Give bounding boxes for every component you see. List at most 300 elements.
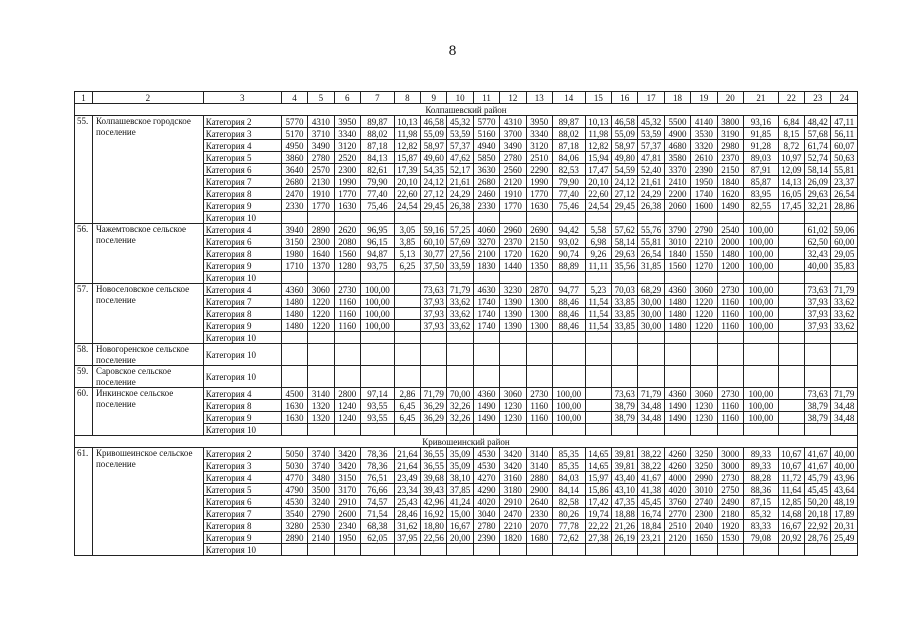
value-cell <box>308 544 334 556</box>
page-number: 8 <box>448 44 457 59</box>
value-cell: 28,76 <box>805 532 831 544</box>
value-cell: 3170 <box>334 484 360 496</box>
value-cell: 3160 <box>500 472 526 484</box>
value-cell: 2740 <box>691 496 717 508</box>
value-cell: 88,89 <box>552 260 585 272</box>
value-cell <box>552 344 585 366</box>
value-cell: 71,79 <box>831 388 858 400</box>
value-cell <box>612 212 638 224</box>
value-cell: 18,88 <box>612 508 638 520</box>
category-cell: Категория 7 <box>203 296 281 308</box>
value-cell: 47,35 <box>612 496 638 508</box>
value-cell: 10,67 <box>778 460 804 472</box>
value-cell: 3180 <box>500 484 526 496</box>
value-cell: 11,11 <box>585 260 611 272</box>
value-cell: 1840 <box>664 248 690 260</box>
value-cell: 4020 <box>664 484 690 496</box>
value-cell: 2530 <box>308 520 334 532</box>
value-cell: 2610 <box>691 152 717 164</box>
value-cell: 61,74 <box>805 140 831 152</box>
value-cell: 73,63 <box>805 284 831 296</box>
value-cell: 80,26 <box>552 508 585 520</box>
category-cell: Категория 9 <box>203 320 281 332</box>
value-cell: 2150 <box>526 236 552 248</box>
value-cell: 1680 <box>526 532 552 544</box>
value-cell: 1740 <box>473 320 499 332</box>
value-cell: 1840 <box>717 176 743 188</box>
value-cell: 3580 <box>664 152 690 164</box>
value-cell: 2570 <box>308 164 334 176</box>
value-cell: 34,48 <box>638 400 664 412</box>
value-cell <box>717 212 743 224</box>
value-cell: 85,87 <box>743 176 778 188</box>
value-cell <box>281 344 307 366</box>
value-cell: 1720 <box>500 248 526 260</box>
value-cell: 2330 <box>281 200 307 212</box>
column-number: 21 <box>743 92 778 104</box>
value-cell: 60,10 <box>421 236 447 248</box>
value-cell <box>691 424 717 436</box>
value-cell <box>778 320 804 332</box>
value-cell: 2730 <box>717 388 743 400</box>
value-cell: 2900 <box>526 484 552 496</box>
value-cell: 12,85 <box>778 496 804 508</box>
value-cell: 4940 <box>473 140 499 152</box>
settlement-name: Новоселовское сельское поселение <box>92 284 203 344</box>
value-cell: 58,97 <box>612 140 638 152</box>
value-cell: 62,05 <box>360 532 394 544</box>
value-cell: 76,51 <box>360 472 394 484</box>
value-cell: 1230 <box>691 412 717 424</box>
value-cell: 29,05 <box>831 248 858 260</box>
value-cell: 2560 <box>500 164 526 176</box>
value-cell: 16,92 <box>421 508 447 520</box>
value-cell: 89,33 <box>743 460 778 472</box>
value-cell: 30,00 <box>638 320 664 332</box>
value-cell <box>585 544 611 556</box>
value-cell: 83,33 <box>743 520 778 532</box>
value-cell <box>778 248 804 260</box>
value-cell: 3250 <box>691 460 717 472</box>
value-cell: 77,40 <box>552 188 585 200</box>
value-cell: 45,32 <box>638 116 664 128</box>
value-cell: 5500 <box>664 116 690 128</box>
category-cell: Категория 6 <box>203 236 281 248</box>
category-cell: Категория 10 <box>203 424 281 436</box>
value-cell: 2300 <box>691 508 717 520</box>
value-cell: 3950 <box>526 116 552 128</box>
value-cell <box>394 424 420 436</box>
value-cell: 2910 <box>500 496 526 508</box>
value-cell: 1980 <box>281 248 307 260</box>
value-cell: 26,54 <box>638 248 664 260</box>
value-cell: 32,21 <box>805 200 831 212</box>
value-cell <box>664 272 690 284</box>
value-cell: 1620 <box>526 248 552 260</box>
value-cell: 3480 <box>308 472 334 484</box>
value-cell <box>281 212 307 224</box>
value-cell: 5,23 <box>585 284 611 296</box>
column-number: 15 <box>585 92 611 104</box>
value-cell <box>360 332 394 344</box>
value-cell: 6,84 <box>778 116 804 128</box>
value-cell: 43,10 <box>612 484 638 496</box>
category-cell: Категория 9 <box>203 532 281 544</box>
value-cell: 37,93 <box>421 320 447 332</box>
value-cell <box>638 212 664 224</box>
value-cell: 74,57 <box>360 496 394 508</box>
value-cell: 1480 <box>281 296 307 308</box>
value-cell: 29,63 <box>612 248 638 260</box>
table-row <box>75 224 858 236</box>
category-cell: Категория 8 <box>203 308 281 320</box>
value-cell <box>691 332 717 344</box>
value-cell: 50,63 <box>831 152 858 164</box>
value-cell: 33,62 <box>831 320 858 332</box>
value-cell: 40,00 <box>805 260 831 272</box>
value-cell: 24,54 <box>394 200 420 212</box>
value-cell: 29,63 <box>805 188 831 200</box>
column-number: 9 <box>421 92 447 104</box>
value-cell: 4770 <box>281 472 307 484</box>
value-cell: 2390 <box>691 164 717 176</box>
value-cell: 2870 <box>526 284 552 296</box>
value-cell: 38,10 <box>447 472 473 484</box>
value-cell: 23,49 <box>394 472 420 484</box>
value-cell: 2460 <box>473 188 499 200</box>
value-cell: 21,61 <box>638 176 664 188</box>
value-cell: 1320 <box>308 400 334 412</box>
column-number: 24 <box>831 92 858 104</box>
value-cell <box>552 366 585 388</box>
value-cell <box>360 344 394 366</box>
value-cell <box>831 424 858 436</box>
value-cell: 100,00 <box>743 320 778 332</box>
value-cell: 1740 <box>473 296 499 308</box>
category-cell: Категория 8 <box>203 520 281 532</box>
value-cell: 91,28 <box>743 140 778 152</box>
value-cell <box>743 332 778 344</box>
value-cell: 39,81 <box>612 448 638 460</box>
value-cell: 60,00 <box>831 236 858 248</box>
category-cell: Категория 8 <box>203 188 281 200</box>
value-cell <box>717 544 743 556</box>
value-cell: 58,97 <box>421 140 447 152</box>
value-cell: 1560 <box>664 260 690 272</box>
table-row <box>75 284 858 296</box>
value-cell: 38,22 <box>638 448 664 460</box>
value-cell: 3490 <box>308 140 334 152</box>
value-cell: 32,26 <box>447 400 473 412</box>
value-cell: 83,95 <box>743 188 778 200</box>
value-cell: 1740 <box>473 308 499 320</box>
value-cell: 4900 <box>664 128 690 140</box>
column-number: 22 <box>778 92 804 104</box>
value-cell: 88,02 <box>552 128 585 140</box>
value-cell: 41,38 <box>638 484 664 496</box>
value-cell <box>717 366 743 388</box>
value-cell: 33,62 <box>447 320 473 332</box>
value-cell: 15,00 <box>447 508 473 520</box>
value-cell: 3060 <box>691 388 717 400</box>
category-cell: Категория 3 <box>203 460 281 472</box>
value-cell: 100,00 <box>552 388 585 400</box>
value-cell: 2600 <box>334 508 360 520</box>
value-cell: 12,82 <box>394 140 420 152</box>
value-cell: 20,92 <box>778 532 804 544</box>
value-cell <box>805 272 831 284</box>
value-cell: 38,79 <box>612 400 638 412</box>
value-cell <box>691 366 717 388</box>
value-cell: 89,87 <box>360 116 394 128</box>
column-number: 5 <box>308 92 334 104</box>
category-cell: Категория 10 <box>203 272 281 284</box>
value-cell: 70,03 <box>612 284 638 296</box>
value-cell: 21,64 <box>394 460 420 472</box>
value-cell: 56,11 <box>831 128 858 140</box>
value-cell: 43,40 <box>612 472 638 484</box>
value-cell: 2620 <box>334 224 360 236</box>
value-cell: 88,46 <box>552 296 585 308</box>
value-cell <box>421 212 447 224</box>
value-cell: 1630 <box>334 200 360 212</box>
value-cell: 47,62 <box>447 152 473 164</box>
value-cell: 39,68 <box>421 472 447 484</box>
value-cell: 68,38 <box>360 520 394 532</box>
value-cell: 5030 <box>281 460 307 472</box>
value-cell <box>778 332 804 344</box>
value-cell: 1220 <box>308 296 334 308</box>
value-cell <box>743 212 778 224</box>
value-cell: 87,18 <box>360 140 394 152</box>
value-cell: 77,40 <box>360 188 394 200</box>
value-cell: 96,95 <box>360 224 394 236</box>
value-cell <box>500 544 526 556</box>
value-cell <box>360 544 394 556</box>
value-cell <box>778 344 804 366</box>
value-cell: 3120 <box>526 140 552 152</box>
value-cell <box>585 332 611 344</box>
value-cell: 5160 <box>473 128 499 140</box>
value-cell <box>526 272 552 284</box>
value-cell: 84,13 <box>360 152 394 164</box>
value-cell: 4360 <box>664 284 690 296</box>
value-cell: 5770 <box>473 116 499 128</box>
value-cell: 2200 <box>664 188 690 200</box>
category-cell: Категория 4 <box>203 284 281 296</box>
value-cell: 23,34 <box>394 484 420 496</box>
value-cell: 1240 <box>334 400 360 412</box>
settlement-number: 61. <box>75 448 93 556</box>
value-cell: 21,26 <box>612 520 638 532</box>
value-cell: 1160 <box>717 320 743 332</box>
value-cell <box>612 332 638 344</box>
value-cell <box>394 296 420 308</box>
value-cell: 1480 <box>281 320 307 332</box>
value-cell <box>585 212 611 224</box>
value-cell: 2470 <box>281 188 307 200</box>
value-cell: 1230 <box>691 400 717 412</box>
value-cell: 36,29 <box>421 412 447 424</box>
value-cell: 1480 <box>664 296 690 308</box>
value-cell: 1160 <box>334 308 360 320</box>
value-cell: 1770 <box>500 200 526 212</box>
value-cell: 94,87 <box>360 248 394 260</box>
value-cell: 16,05 <box>778 188 804 200</box>
category-cell: Категория 8 <box>203 400 281 412</box>
value-cell: 20,10 <box>394 176 420 188</box>
value-cell: 1770 <box>308 200 334 212</box>
value-cell: 1560 <box>334 248 360 260</box>
value-cell: 38,22 <box>638 460 664 472</box>
settlement-name: Чажемтовское сельское поселение <box>92 224 203 284</box>
value-cell: 1240 <box>334 412 360 424</box>
value-cell: 8,15 <box>778 128 804 140</box>
value-cell: 70,00 <box>447 388 473 400</box>
value-cell <box>421 344 447 366</box>
value-cell: 14,65 <box>585 460 611 472</box>
value-cell: 3,05 <box>394 224 420 236</box>
value-cell <box>831 212 858 224</box>
value-cell: 34,48 <box>831 400 858 412</box>
value-cell: 2330 <box>526 508 552 520</box>
value-cell <box>447 212 473 224</box>
value-cell: 2510 <box>526 152 552 164</box>
column-number: 23 <box>805 92 831 104</box>
value-cell: 53,59 <box>638 128 664 140</box>
value-cell <box>360 424 394 436</box>
value-cell: 3950 <box>334 116 360 128</box>
value-cell: 2750 <box>717 484 743 496</box>
value-cell: 3150 <box>334 472 360 484</box>
value-cell: 4260 <box>664 448 690 460</box>
value-cell <box>805 212 831 224</box>
value-cell: 41,67 <box>805 460 831 472</box>
value-cell: 10,13 <box>585 116 611 128</box>
tariff-table <box>74 91 858 556</box>
category-cell: Категория 6 <box>203 496 281 508</box>
value-cell: 73,63 <box>805 388 831 400</box>
value-cell: 3140 <box>526 460 552 472</box>
value-cell: 28,86 <box>831 200 858 212</box>
value-cell: 3060 <box>500 388 526 400</box>
value-cell: 2890 <box>308 224 334 236</box>
value-cell: 88,02 <box>360 128 394 140</box>
value-cell: 24,12 <box>612 176 638 188</box>
value-cell: 1390 <box>500 296 526 308</box>
value-cell: 31,85 <box>638 260 664 272</box>
value-cell: 2370 <box>500 236 526 248</box>
value-cell: 4360 <box>664 388 690 400</box>
value-cell: 2340 <box>334 520 360 532</box>
value-cell: 16,67 <box>778 520 804 532</box>
category-cell: Категория 6 <box>203 164 281 176</box>
value-cell: 37,93 <box>805 296 831 308</box>
value-cell: 1160 <box>526 400 552 412</box>
value-cell <box>831 544 858 556</box>
value-cell <box>334 212 360 224</box>
value-cell: 1320 <box>308 412 334 424</box>
value-cell: 3420 <box>334 460 360 472</box>
value-cell: 1910 <box>500 188 526 200</box>
value-cell: 3,85 <box>394 236 420 248</box>
value-cell <box>552 424 585 436</box>
value-cell: 37,93 <box>421 296 447 308</box>
value-cell: 21,64 <box>394 448 420 460</box>
value-cell: 100,00 <box>743 284 778 296</box>
value-cell: 1220 <box>308 320 334 332</box>
value-cell: 1300 <box>526 320 552 332</box>
value-cell <box>778 424 804 436</box>
value-cell: 1530 <box>717 532 743 544</box>
value-cell: 58,14 <box>805 164 831 176</box>
category-cell: Категория 10 <box>203 366 281 388</box>
value-cell: 3530 <box>691 128 717 140</box>
column-number: 12 <box>500 92 526 104</box>
value-cell: 1160 <box>526 412 552 424</box>
value-cell: 1820 <box>500 532 526 544</box>
value-cell: 71,54 <box>360 508 394 520</box>
value-cell: 4260 <box>664 460 690 472</box>
category-cell: Категория 4 <box>203 388 281 400</box>
category-cell: Категория 8 <box>203 248 281 260</box>
value-cell <box>526 344 552 366</box>
value-cell: 1300 <box>526 308 552 320</box>
value-cell: 3740 <box>308 460 334 472</box>
value-cell: 15,86 <box>585 484 611 496</box>
value-cell: 3060 <box>308 284 334 296</box>
value-cell: 68,29 <box>638 284 664 296</box>
value-cell: 11,72 <box>778 472 804 484</box>
value-cell: 2070 <box>526 520 552 532</box>
value-cell: 29,45 <box>612 200 638 212</box>
value-cell: 20,31 <box>831 520 858 532</box>
value-cell: 3140 <box>308 388 334 400</box>
table-row <box>75 388 858 400</box>
value-cell: 4310 <box>500 116 526 128</box>
value-cell: 89,33 <box>743 448 778 460</box>
value-cell <box>691 212 717 224</box>
value-cell: 1630 <box>526 200 552 212</box>
value-cell: 82,55 <box>743 200 778 212</box>
value-cell <box>664 212 690 224</box>
value-cell: 100,00 <box>743 260 778 272</box>
value-cell: 1950 <box>334 532 360 544</box>
value-cell <box>281 366 307 388</box>
value-cell: 1650 <box>691 532 717 544</box>
column-number: 1 <box>75 92 93 104</box>
value-cell: 1710 <box>281 260 307 272</box>
value-cell: 2880 <box>526 472 552 484</box>
value-cell <box>778 544 804 556</box>
value-cell <box>743 366 778 388</box>
value-cell <box>664 424 690 436</box>
value-cell: 3760 <box>664 496 690 508</box>
value-cell: 3230 <box>500 284 526 296</box>
value-cell: 72,62 <box>552 532 585 544</box>
value-cell <box>717 344 743 366</box>
value-cell <box>360 272 394 284</box>
value-cell <box>743 544 778 556</box>
value-cell: 1390 <box>500 320 526 332</box>
value-cell <box>805 366 831 388</box>
value-cell: 2300 <box>334 164 360 176</box>
value-cell: 11,54 <box>585 320 611 332</box>
value-cell: 3740 <box>308 448 334 460</box>
value-cell: 6,45 <box>394 412 420 424</box>
value-cell: 3540 <box>281 508 307 520</box>
value-cell: 3280 <box>281 520 307 532</box>
